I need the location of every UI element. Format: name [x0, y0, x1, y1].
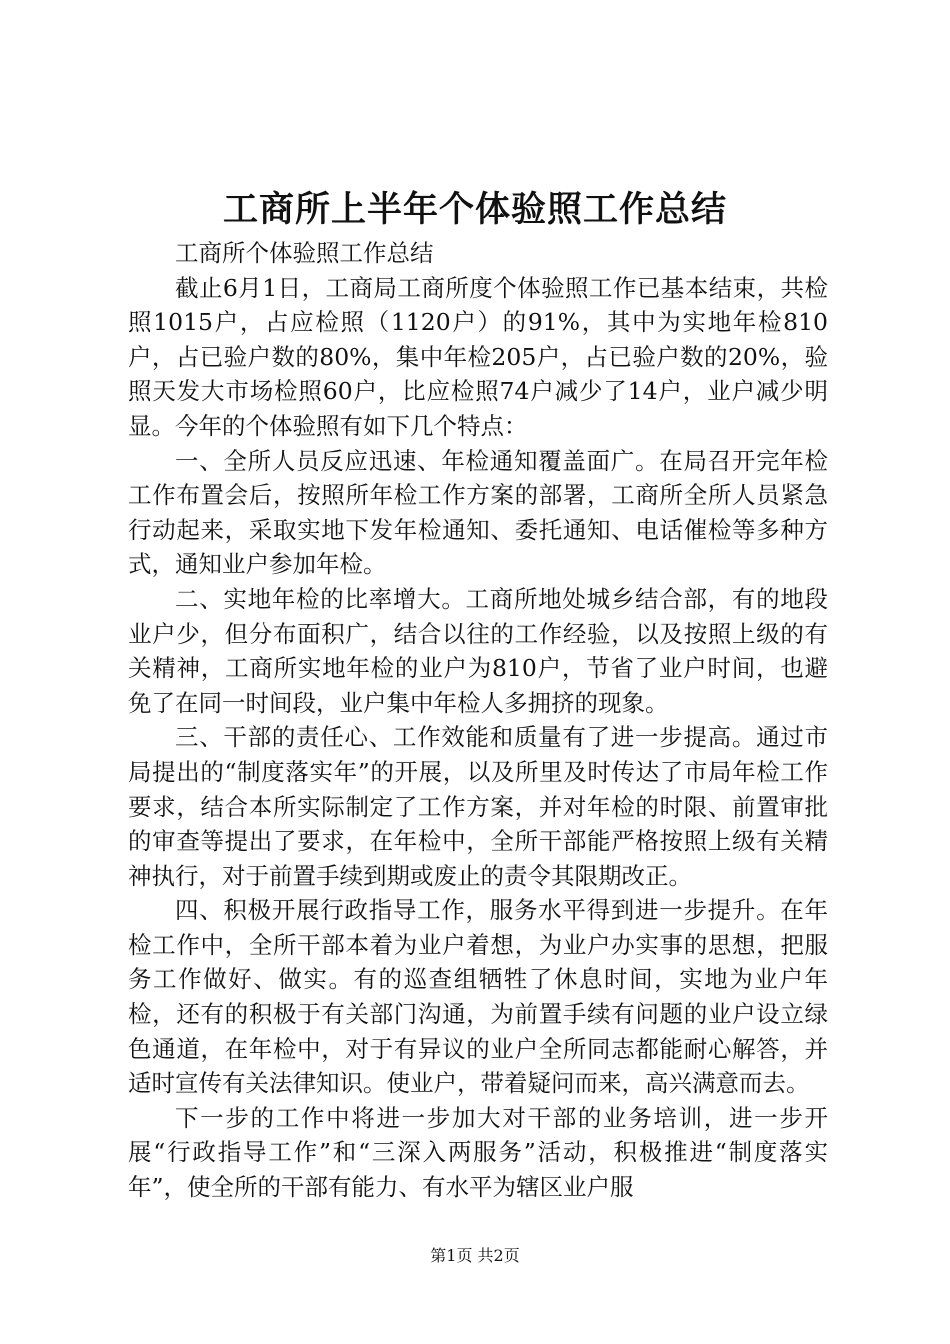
paragraph-subtitle: 工商所个体验照工作总结 [175, 239, 434, 267]
paragraph-next-steps: 下一步的工作中将进一步加大对干部的业务培训，进一步开展“行政指导工作”和“三深入两服务”活动，积极推进“制度落实年”，使全所的干部有能力、有水平为辖区业户服 [128, 1103, 828, 1202]
page-number-footer: 第1页 共2页 [430, 1246, 520, 1265]
paragraph-point-4: 四、积极开展行政指导工作，服务水平得到进一步提升。在年检工作中，全所干部本着为业户着想，为业户办实事的思想，把服务工作做好、做实。有的巡查组牺牲了休息时间，实地为业户年检，还有的积极于有关部门沟通，为前置手续有问题的业户设立绿色通道，在年检中，对于有异议的业户全所同志都能耐心解答，并适时宣传有关法律知识。使业户，带着疑问而来，高兴满意而去。 [128, 896, 828, 1098]
paragraph-summary: 截止6月1日，工商局工商所度个体验照工作已基本结束，共检照1015户，占应检照（1120户）的91%，其中为实地年检810户，占已验户数的80%，集中年检205户，占已验户数的20%，验照天发大市场检照60户，比应检照74户减少了14户，业户减少明显。今年的个体验照有如下几个特点： [128, 273, 828, 440]
paragraph-point-1: 一、全所人员反应迅速、年检通知覆盖面广。在局召开完年检工作布置会后，按照所年检工作方案的部署，工商所全所人员紧急行动起来，采取实地下发年检通知、委托通知、电话催检等多种方式，通知业户参加年检。 [128, 446, 828, 579]
document-title: 工商所上半年个体验照工作总结 [222, 189, 727, 230]
document-body [128, 236, 828, 1205]
paragraph-point-3: 三、干部的责任心、工作效能和质量有了进一步提高。通过市局提出的“制度落实年”的开展，以及所里及时传达了市局年检工作要求，结合本所实际制定了工作方案，并对年检的时限、前置审批的审查等提出了要求，在年检中，全所干部能严格按照上级有关精神执行，对于前置手续到期或废止的责令其限期改正。 [128, 723, 828, 890]
paragraph-point-2: 二、实地年检的比率增大。工商所地处城乡结合部，有的地段业户少，但分布面积广，结合以往的工作经验，以及按照上级的有关精神，工商所实地年检的业户为810户，节省了业户时间，也避免了在同一时间段，业户集中年检人多拥挤的现象。 [128, 584, 828, 717]
